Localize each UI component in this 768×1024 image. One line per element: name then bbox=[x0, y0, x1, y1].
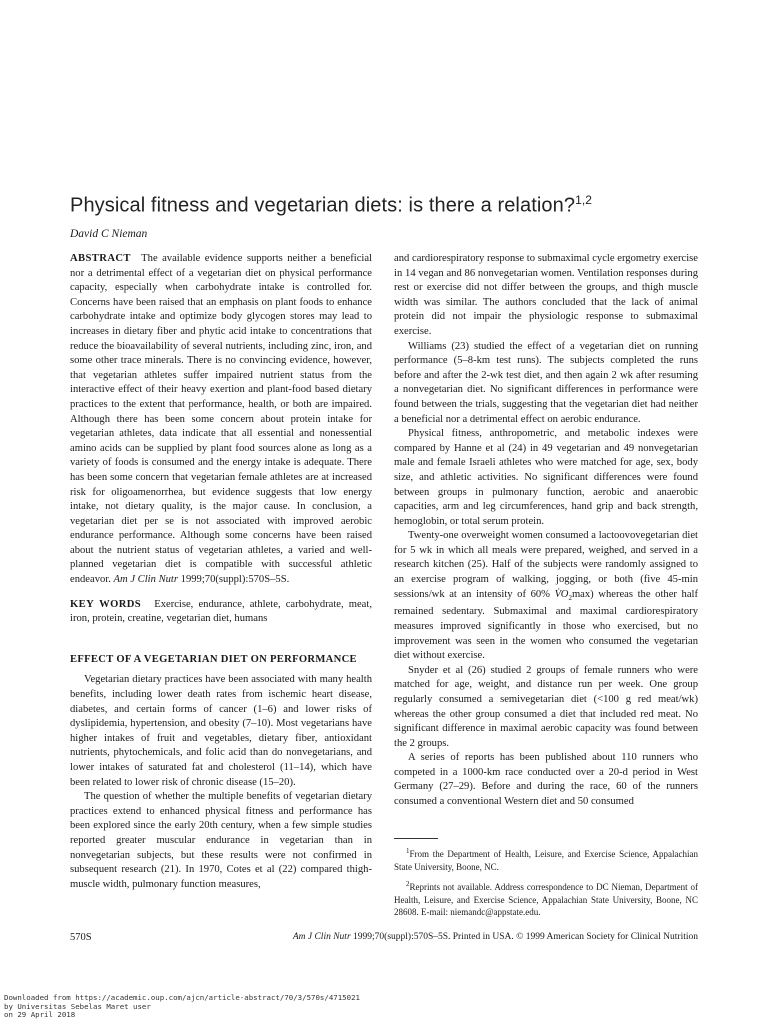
body-paragraph: and cardiorespiratory response to submaximal cycle ergometry exercise in 14 vegan and 86 nonvegetarian women. Ventilation responses during rest or exercise did not differ between the groups, and thigh muscle width was similar. The authors concluded that the lack of animal protein did not impair the physiologic response to submaximal exercise. bbox=[394, 253, 698, 337]
body-paragraph: Williams (23) studied the effect of a vegetarian diet on running performance (5–8-km test runs). The subjects completed the runs before and after the 2-wk test diet, and then again 2 wk after resuming a nonvegetarian diet. No significant differences in performance were found between the trials, suggesting that the vegetarian diet had neither a beneficial nor a detrimental effect on aerobic endurance. bbox=[394, 340, 698, 425]
abstract-citation: 1999;70(suppl):570S–5S. bbox=[180, 574, 290, 586]
download-line: on 29 April 2018 bbox=[4, 1010, 76, 1020]
page-number: 570S bbox=[70, 932, 92, 943]
abstract-label: ABSTRACT bbox=[70, 253, 131, 264]
title-footnote-marks: 1,2 bbox=[575, 193, 593, 207]
section-heading: EFFECT OF A VEGETARIAN DIET ON PERFORMANCE bbox=[70, 653, 357, 665]
download-line: by Universitas Sebelas Maret user bbox=[4, 1001, 151, 1011]
abstract-citation-journal: Am J Clin Nutr bbox=[113, 574, 178, 586]
body-paragraph: Snyder et al (26) studied 2 groups of female runners who were matched for age, weight, and distance run per week. One group regularly consumed a semivegetarian diet (<100 g red meat/wk) whereas the other group consumed a diet that included red meat. No significant difference in maximal aerobic capacity was found between the 2 groups. bbox=[394, 664, 698, 749]
download-watermark bbox=[4, 994, 360, 1020]
article-title: Physical fitness and vegetarian diets: is there a relation?$^{1,2}$ bbox=[70, 193, 593, 217]
download-line: Downloaded from https://academic.oup.com/ajcn/article-abstract/70/3/570s/4715021 bbox=[4, 993, 360, 1002]
left-column bbox=[70, 252, 372, 892]
author-name: David C Nieman bbox=[70, 228, 148, 240]
abstract bbox=[70, 252, 372, 588]
body-paragraph: Physical fitness, anthropometric, and metabolic indexes were compared by Hanne et al (24) in 49 vegetarian and 49 nonvegetarian male and female Israeli athletes who were matched for age, sex, body size, and athletic activities. No significant differences were found between groups in pulmonary function, aerobic and anaerobic capacities, arm and leg circumferences, hand grip and back strength, hemoglobin, or total serum protein. bbox=[394, 428, 698, 527]
footnotes bbox=[394, 838, 698, 924]
keywords-label: KEY WORDS bbox=[70, 598, 142, 610]
footnote-2: $^2$Reprints not available. Address correspondence to DC Nieman, Department of Health, Leisure, and Exercise Science, Appalachian State University, Boone, NC 28608. E-mail: niemandc@appstate.edu. bbox=[394, 880, 698, 917]
page-footer bbox=[70, 932, 698, 943]
body-paragraph: Twenty-one overweight women consumed a lactoovovegetarian diet for 5 wk in which all meals were prepared, weighed, and served in a research kitchen (25). Half of the subjects were randomly assigned to an exercise program of walking, jogging, or both (five 45-min sessions/wk at an intensity of 60% $V̇O_2\max$) whereas the other half remained sedentary. Submaximal and maximal cardiorespiratory measures improved significantly in those who exercised, but no improvement was seen in the women who consumed the vegetarian diet without exercise. bbox=[394, 530, 698, 662]
keywords bbox=[70, 598, 372, 627]
abstract-text: The available evidence supports neither a beneficial nor a detrimental effect of a vegetarian diet on physical performance capacity, especially when carbohydrate intake is controlled for. Concerns have been raised that an emphasis on plant foods to enhance carbohydrate intake and optimize body glycogen stores may lead to increases in dietary fiber and phytic acid intake to concentrations that reduce the bioavailability of several nutrients, including zinc, iron, and some other trace minerals. There is no convincing evidence, however, that vegetarian athletes suffer impaired nutrient status from the interactive effect of their heavy exertion and plant-food based dietary practices to the extent that performance, health, or both are impaired. Although there has been some concern about protein intake for vegetarian athletes, data indicate that all essential and nonessential amino acids can be supplied by plant food sources alone as long as a variety of foods is consumed and the energy intake is adequate. There has been some concern that vegetarian female athletes are at increased risk for oligoamenorrhea, but evidence suggests that low energy intake, not dietary quality, is the major cause. In conclusion, a vegetarian diet per se is not associated with improved aerobic endurance performance. Although some concerns have been raised about the nutrient status of vegetarian athletes, a varied and well-planned vegetarian diet is compatible with successful athletic endeavor. bbox=[70, 253, 372, 586]
body-paragraph: A series of reports has been published about 110 runners who competed in a 1000-km race conducted over a 20-d period in West Germany (27–29). Before and during the race, 60 of the runners consumed a conventional Western diet and 50 consumed bbox=[394, 752, 698, 808]
footnote-1: $^1$From the Department of Health, Leisure, and Exercise Science, Appalachian State University, Boone, NC. bbox=[394, 847, 698, 872]
keywords-text: Exercise, endurance, athlete, carbohydrate, meat, iron, protein, creatine, vegetarian diet, humans bbox=[70, 598, 372, 625]
body-paragraph: Vegetarian dietary practices have been associated with many health benefits, including lower death rates from ischemic heart disease, diabetes, and certain forms of cancer (1–6) and lower risks of dyslipidemia, hypertension, and obesity (7–10). Most vegetarians have higher intakes of fruit and vegetables, dietary fiber, antioxidant nutrients, phytochemicals, and folic acid than do nonvegetarians, and lower intakes of saturated fat and cholesterol (11–14), which have been related to lower risk of chronic disease (15–20). bbox=[70, 674, 372, 788]
footnote-rule bbox=[394, 838, 438, 839]
right-column bbox=[394, 252, 698, 810]
vo2-symbol: V̇O bbox=[554, 588, 569, 600]
body-paragraph: The question of whether the multiple benefits of vegetarian dietary practices extend to enhanced physical fitness and performance has been explored since the early 20th century, when a few simple studies reported greater muscular endurance in vegetarian than in nonvegetarian subjects, but these results were not confirmed in subsequent research (21). In 1970, Cotes et al (22) compared thigh-muscle width, pulmonary function measures, bbox=[70, 791, 372, 890]
footer-citation: Am J Clin Nutr 1999;70(suppl):570S–5S. Printed in USA. © 1999 American Society for Clinical Nutrition bbox=[292, 932, 698, 942]
